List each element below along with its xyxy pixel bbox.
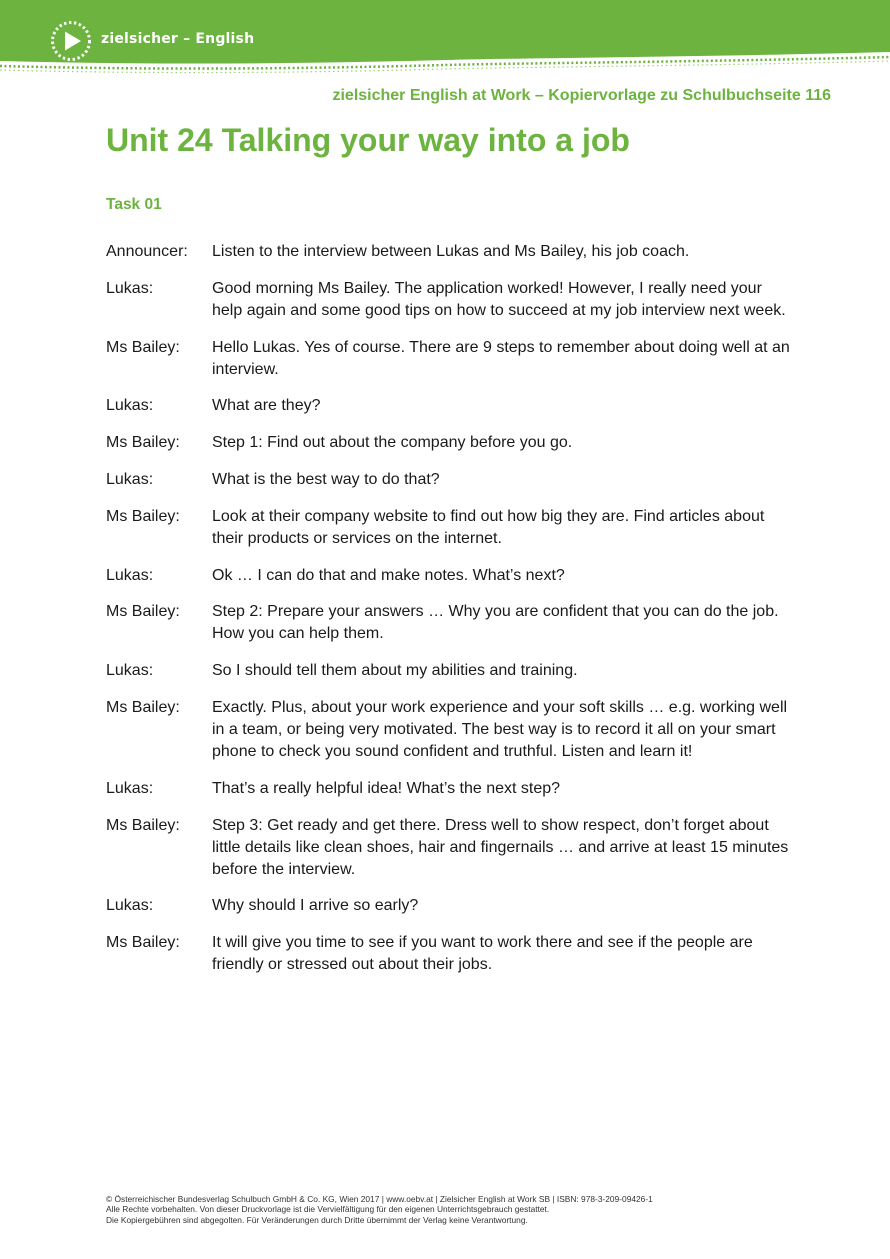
speaker-label: Lukas: [106, 662, 154, 680]
utterance-text: That’s a really helpful idea! What’s the next step? [212, 779, 561, 797]
dialogue-line [106, 395, 796, 417]
footer-line: Alle Rechte vorbehalten. Von dieser Druckvorlage ist die Vervielfältigung für den eigenen Unterrichtsgebrauch gestattet. [106, 1204, 550, 1215]
footer-line: Die Kopiergebühren sind abgegolten. Für Veränderungen durch Dritte übernimmt der Verlag keine Verantwortung. [106, 1214, 528, 1225]
dialogue-line [106, 278, 796, 322]
speaker-label: Lukas: [106, 897, 154, 915]
dialogue-line [106, 932, 796, 976]
utterance-text: Look at their company website to find out how big they are. Find articles about their products or services on the internet. [212, 507, 765, 547]
dialogue-line [106, 778, 796, 800]
footer-line: © Österreichischer Bundesverlag Schulbuch GmbH & Co. KG, Wien 2017 | www.oebv.at | Zielsicher English at Work SB | ISBN: 978-3-209-09426-1 [106, 1194, 653, 1204]
speaker-label: Lukas: [106, 279, 154, 297]
utterance-text: Good morning Ms Bailey. The application worked! However, I really need your help again and some good tips on how to succeed at my job interview next week. [212, 279, 786, 319]
utterance-text: Ok … I can do that and make notes. What’s next? [212, 566, 565, 584]
dialogue-line [106, 660, 796, 682]
dialogue-line [106, 895, 796, 917]
dialogue-line [106, 697, 796, 763]
dialogue-line [106, 432, 796, 454]
speaker-label: Ms Bailey: [106, 816, 180, 834]
utterance-text: Hello Lukas. Yes of course. There are 9 steps to remember about doing well at an interview. [212, 338, 790, 378]
play-icon [50, 20, 92, 62]
speaker-label: Announcer: [106, 243, 188, 260]
speaker-label: Ms Bailey: [106, 507, 180, 525]
utterance-text: Exactly. Plus, about your work experience and your soft skills … e.g. working well in a team, or being very motivated. The best way is to record it all on your smart phone to check you sound confident and truthful. Listen and learn it! [212, 698, 788, 760]
header-subtitle: zielsicher English at Work – Kopiervorlage zu Schulbuchseite 116 [332, 87, 831, 104]
speaker-label: Ms Bailey: [106, 434, 180, 452]
dialogue-transcript [106, 241, 796, 991]
dialogue-line [106, 337, 796, 381]
brand-name: zielsicher – English [101, 31, 255, 47]
utterance-text: Step 3: Get ready and get there. Dress well to show respect, don’t forget about little details like clean shoes, hair and fingernails … and arrive at least 15 minutes before the interview. [212, 816, 789, 878]
dialogue-line [106, 241, 796, 263]
speaker-label: Lukas: [106, 779, 154, 797]
task-label: Task 01 [106, 196, 162, 213]
speaker-label: Lukas: [106, 397, 154, 415]
utterance-text: Step 2: Prepare your answers … Why you are confident that you can do the job. How you can help them. [212, 603, 779, 643]
dialogue-line [106, 469, 796, 491]
utterance-text: Listen to the interview between Lukas and Ms Bailey, his job coach. [212, 243, 690, 260]
page-title: Unit 24 Talking your way into a job [106, 122, 630, 158]
dialogue-line [106, 815, 796, 881]
speaker-label: Ms Bailey: [106, 698, 180, 716]
utterance-text: So I should tell them about my abilities and training. [212, 662, 578, 680]
speaker-label: Lukas: [106, 566, 154, 584]
copyright-footer [106, 1194, 653, 1225]
dialogue-line [106, 601, 796, 645]
utterance-text: Why should I arrive so early? [212, 897, 419, 915]
speaker-label: Ms Bailey: [106, 603, 180, 621]
dialogue-line [106, 506, 796, 550]
utterance-text: What is the best way to do that? [212, 470, 440, 488]
speaker-label: Ms Bailey: [106, 338, 180, 356]
utterance-text: It will give you time to see if you want to work there and see if the people are friendly or stressed out about their jobs. [212, 934, 753, 974]
utterance-text: What are they? [212, 397, 321, 415]
utterance-text: Step 1: Find out about the company before you go. [212, 434, 573, 452]
dialogue-line [106, 565, 796, 587]
speaker-label: Ms Bailey: [106, 934, 180, 952]
speaker-label: Lukas: [106, 470, 154, 488]
